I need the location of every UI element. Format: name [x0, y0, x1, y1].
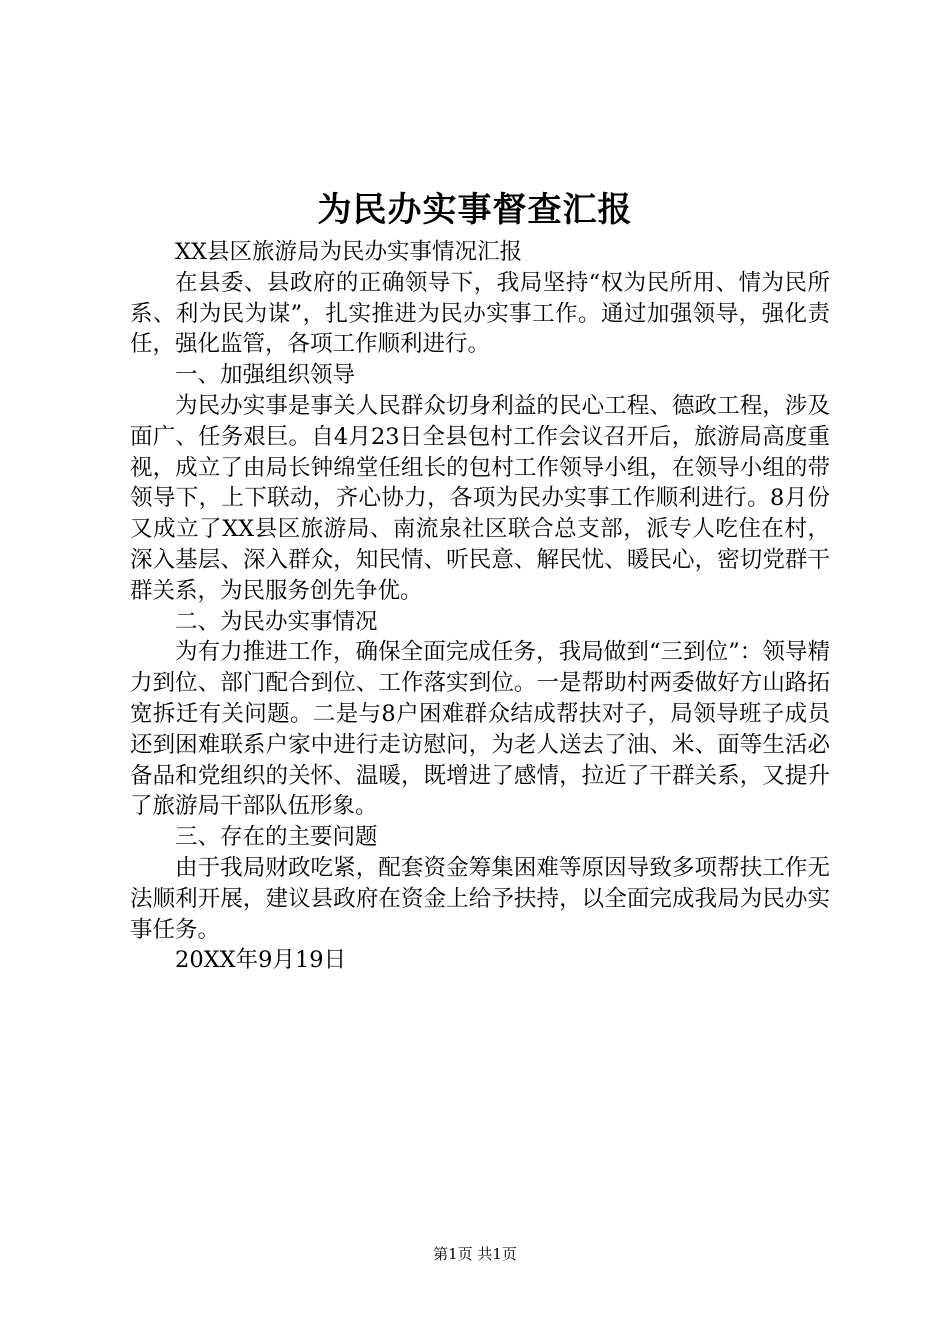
section-heading-2: 二、为民办实事情况: [175, 608, 378, 635]
report-subtitle: XX县区旅游局为民办实事情况汇报: [175, 239, 523, 265]
section-2-paragraph: 为有力推进工作，确保全面完成任务，我局做到“三到位”：领导精力到位、部门配合到位、工作落实到位。一是帮助村两委做好方山路拓宽拆迁有关问题。二是与8户困难群众结成帮扶对子，局领导班子成员还到困难联系户家中进行走访慰问，为老人送去了油、米、面等生活必备品和党组织的关怀、温暖，既增进了感情，拉近了干群关系，又提升了旅游局干部队伍形象。: [130, 639, 830, 820]
section-heading-3: 三、存在的主要问题: [175, 824, 378, 851]
intro-paragraph: 在县委、县政府的正确领导下，我局坚持“权为民所用、情为民所系、利为民为谋”，扎实推进为民办实事工作。通过加强领导，强化责任，强化监管，各项工作顺利进行。: [130, 269, 830, 358]
section-heading-1: 一、加强组织领导: [175, 362, 356, 389]
document-date: 20XX年9月19日: [175, 947, 347, 974]
document-body: [130, 237, 830, 976]
section-1-paragraph: 为民办实事是事关人民群众切身利益的民心工程、德政工程，涉及面广、任务艰巨。自4月23日全县包村工作会议召开后，旅游局高度重视，成立了由局长钟绵堂任组长的包村工作领导小组，在领导小组的带领导下，上下联动，齐心协力，各项为民办实事工作顺利进行。8月份又成立了XX县区旅游局、南流泉社区联合总支部，派专人吃住在村，深入基层、深入群众，知民情、听民意、解民忧、暖民心，密切党群干群关系，为民服务创先争优。: [130, 392, 830, 604]
page-footer: 第1页 共1页: [433, 1245, 517, 1263]
document-title: 为民办实事督查汇报: [317, 190, 633, 230]
section-3-paragraph: 由于我局财政吃紧，配套资金筹集困难等原因导致多项帮扶工作无法顺利开展，建议县政府在资金上给予扶持，以全面完成我局为民办实事任务。: [130, 854, 830, 943]
